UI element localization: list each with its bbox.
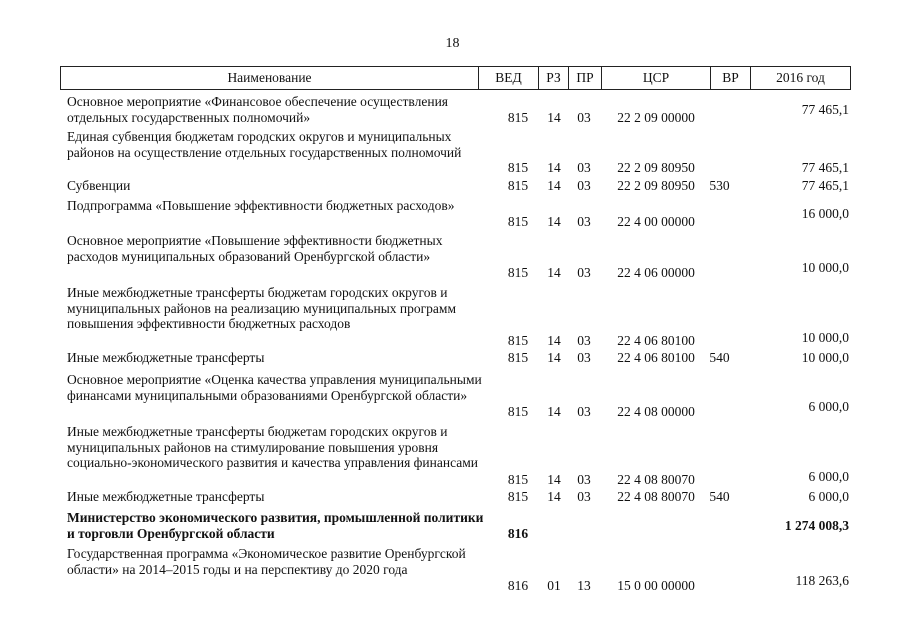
row-ved: 815 — [507, 333, 529, 349]
row-name: Иные межбюджетные трансферты — [67, 489, 265, 504]
row-ved: 816 — [507, 578, 529, 594]
row-ved: 815 — [507, 178, 529, 194]
table-row — [60, 178, 851, 194]
row-value: 6 000,0 — [808, 489, 849, 505]
row-vr: 540 — [709, 350, 730, 366]
table-row — [60, 198, 851, 230]
row-pr: 03 — [577, 178, 591, 194]
row-value: 77 465,1 — [801, 178, 849, 194]
row-vr: 530 — [709, 178, 730, 194]
row-name: Иные межбюджетные трансферты бюджетам городских округов и муниципальных районов на стимулирование повышения уровня социально-экономического развития и качества управления финансами — [67, 424, 478, 471]
table-header — [60, 66, 851, 90]
row-name: Подпрограмма «Повышение эффективности бюджетных расходов» — [67, 198, 455, 213]
header-year: 2016 год — [750, 67, 850, 89]
row-rz: 14 — [547, 350, 561, 366]
row-rz: 14 — [547, 110, 561, 126]
row-name: Иные межбюджетные трансферты бюджетам городских округов и муниципальных районов на реализацию муниципальных программ повышения эффективности бюджетных расходов — [67, 285, 457, 332]
table-row — [60, 285, 851, 349]
row-ved: 816 — [507, 526, 529, 542]
row-name: Министерство экономического развития, промышленной политики и торговли Оренбургской области — [67, 510, 484, 541]
row-rz: 01 — [547, 578, 561, 594]
row-ved: 815 — [507, 404, 529, 420]
row-value: 118 263,6 — [795, 573, 849, 589]
row-csr: 22 4 06 00000 — [617, 265, 695, 281]
table-row — [60, 372, 851, 420]
table-row — [60, 489, 851, 505]
row-ved: 815 — [507, 472, 529, 488]
table-row — [60, 546, 851, 594]
row-rz: 14 — [547, 265, 561, 281]
row-csr: 22 4 00 00000 — [617, 214, 695, 230]
header-vr: ВР — [710, 67, 750, 89]
row-pr: 03 — [577, 350, 591, 366]
row-name: Основное мероприятие «Оценка качества управления муниципальными финансами муниципальными образованиями Оренбургской области» — [67, 372, 482, 403]
table-row — [60, 510, 851, 542]
row-value: 10 000,0 — [801, 330, 849, 346]
row-rz: 14 — [547, 404, 561, 420]
row-pr: 03 — [577, 472, 591, 488]
row-csr: 22 2 09 80950 — [617, 178, 695, 194]
row-rz: 14 — [547, 489, 561, 505]
header-pr: ПР — [568, 67, 601, 89]
row-ved: 815 — [507, 110, 529, 126]
row-pr: 03 — [577, 110, 591, 126]
row-value: 1 274 008,3 — [784, 518, 849, 534]
row-name: Основное мероприятие «Финансовое обеспечение осуществления отдельных государственных полномочий» — [67, 94, 449, 125]
row-ved: 815 — [507, 489, 529, 505]
row-value: 77 465,1 — [801, 102, 849, 118]
row-pr: 03 — [577, 489, 591, 505]
row-rz: 14 — [547, 214, 561, 230]
table-row — [60, 233, 851, 281]
row-value: 6 000,0 — [808, 399, 849, 415]
row-pr: 03 — [577, 214, 591, 230]
row-ved: 815 — [507, 350, 529, 366]
row-value: 16 000,0 — [801, 206, 849, 222]
row-pr: 03 — [577, 404, 591, 420]
row-csr: 22 4 06 80100 — [617, 350, 695, 366]
row-name: Государственная программа «Экономическое развитие Оренбургской области» на 2014–2015 годы и на перспективу до 2020 года — [67, 546, 466, 577]
row-value: 6 000,0 — [808, 469, 849, 485]
row-name: Основное мероприятие «Повышение эффективности бюджетных расходов муниципальных образований Оренбургской области» — [67, 233, 443, 264]
header-name: Наименование — [227, 70, 312, 85]
row-csr: 22 4 08 80070 — [617, 472, 695, 488]
row-csr: 22 2 09 00000 — [617, 110, 695, 126]
header-ved: ВЕД — [478, 67, 538, 89]
row-ved: 815 — [507, 265, 529, 281]
row-pr: 03 — [577, 333, 591, 349]
row-vr: 540 — [709, 489, 730, 505]
header-rz: РЗ — [538, 67, 568, 89]
row-pr: 13 — [577, 578, 591, 594]
table-row — [60, 129, 851, 176]
row-rz: 14 — [547, 160, 561, 176]
row-value: 77 465,1 — [801, 160, 849, 176]
row-value: 10 000,0 — [801, 350, 849, 366]
table-row — [60, 350, 851, 366]
row-rz: 14 — [547, 333, 561, 349]
row-pr: 03 — [577, 160, 591, 176]
table-row — [60, 424, 851, 488]
row-csr: 22 4 06 80100 — [617, 333, 695, 349]
row-name: Иные межбюджетные трансферты — [67, 350, 265, 365]
header-csr: ЦСР — [601, 67, 710, 89]
row-pr: 03 — [577, 265, 591, 281]
table-row — [60, 94, 851, 126]
row-name: Субвенции — [67, 178, 131, 193]
row-value: 10 000,0 — [801, 260, 849, 276]
row-rz: 14 — [547, 472, 561, 488]
row-name: Единая субвенция бюджетам городских округов и муниципальных районов на осуществление отдельных государственных полномочий — [67, 129, 462, 160]
row-csr: 22 4 08 80070 — [617, 489, 695, 505]
row-ved: 815 — [507, 214, 529, 230]
row-csr: 22 4 08 00000 — [617, 404, 695, 420]
page-number: 18 — [445, 36, 460, 51]
row-rz: 14 — [547, 178, 561, 194]
row-ved: 815 — [507, 160, 529, 176]
row-csr: 15 0 00 00000 — [617, 578, 695, 594]
row-csr: 22 2 09 80950 — [617, 160, 695, 176]
